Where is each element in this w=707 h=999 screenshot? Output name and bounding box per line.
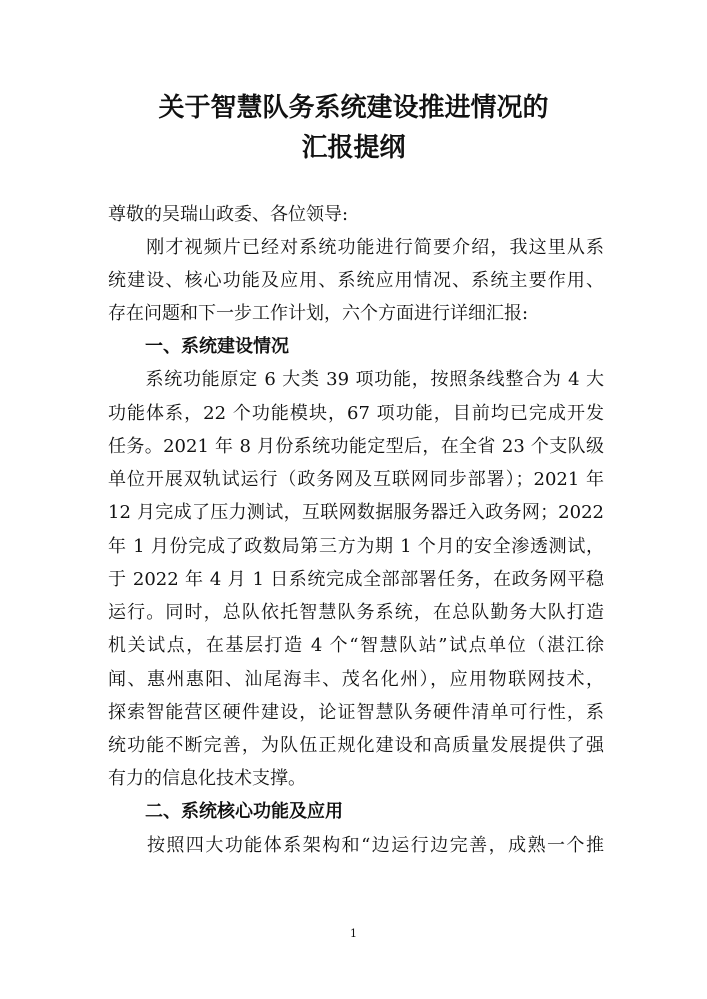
page-number: 1 [350,927,357,940]
paragraph-line: 有力的信息化技术支撑。 [108,768,306,789]
paragraph-line: 系统功能原定 6 大类 39 项功能，按照条线整合为 4 大 [108,369,604,390]
paragraph-line: 探索智能营区硬件建设，论证智慧队务硬件清单可行性，系 [108,702,604,723]
paragraph-line: 机关试点，在基层打造 4 个“智慧队站”试点单位（湛江徐 [108,635,604,656]
paragraph-line: 统建设、核心功能及应用、系统应用情况、系统主要作用、 [108,270,604,291]
paragraph-line: 按照四大功能体系架构和“边运行边完善，成熟一个推 [108,835,604,856]
paragraph-line: 年 1 月份完成了政数局第三方为期 1 个月的安全渗透测试， [108,536,604,557]
paragraph-line: 统功能不断完善，为队伍正规化建设和高质量发展提供了强 [108,735,604,756]
paragraph-line: 单位开展双轨试运行（政务网及互联网同步部署）；2021 年 [108,469,604,490]
document-title-line-1: 关于智慧队务系统建设推进情况的 [158,93,549,123]
document-title-line-2: 汇报提纲 [301,133,406,163]
paragraph-line: 运行。同时，总队依托智慧队务系统，在总队勤务大队打造 [108,602,604,623]
section-heading-2: 二、系统核心功能及应用 [145,801,343,822]
paragraph-line: 刚才视频片已经对系统功能进行简要介绍，我这里从系 [108,237,604,258]
paragraph-line: 于 2022 年 4 月 1 日系统完成全部部署任务，在政务网平稳 [108,569,604,590]
paragraph-line: 存在问题和下一步工作计划，六个方面进行详细汇报: [108,303,529,324]
paragraph-line: 12 月完成了压力测试，互联网数据服务器迁入政务网；2022 [108,502,604,523]
salutation: 尊敬的吴瑞山政委、各位领导: [108,204,349,225]
paragraph-line: 任务。2021 年 8 月份系统功能定型后，在全省 23 个支队级 [108,436,604,457]
paragraph-line: 功能体系，22 个功能模块，67 项功能，目前均已完成开发 [108,403,604,424]
section-heading-1: 一、系统建设情况 [145,336,289,357]
paragraph-line: 闻、惠州惠阳、汕尾海丰、茂名化州），应用物联网技术， [108,669,604,690]
